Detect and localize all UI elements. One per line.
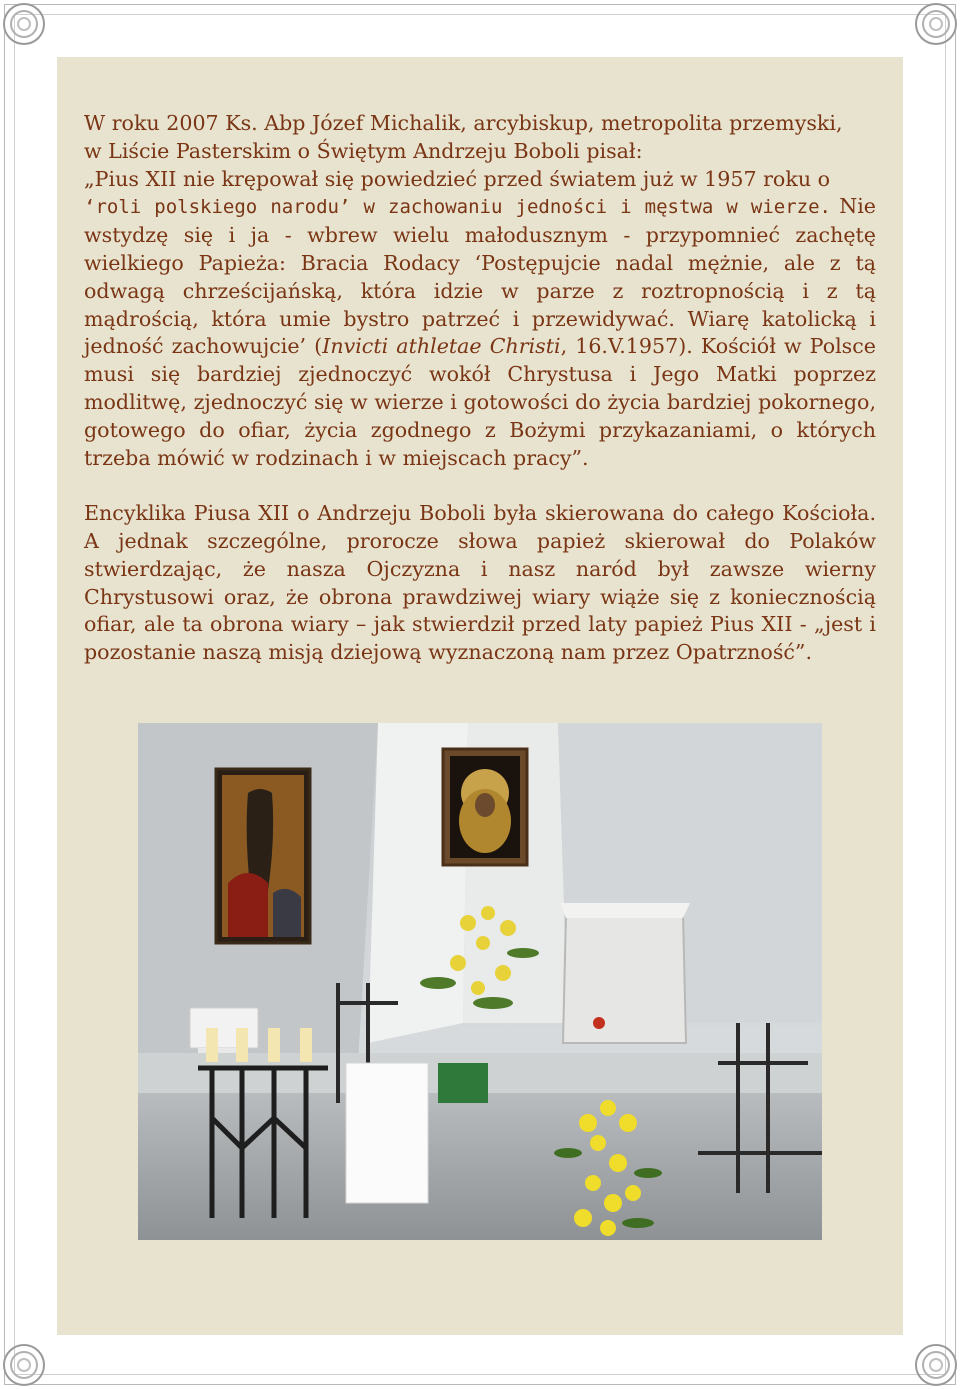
paragraph-encyclical: Encyklika Piusa XII o Andrzeju Boboli była skierowana do całego Kościoła. A jednak szczególne, prorocze słowa papież skierował do Polaków stwierdzając, że nasza Ojczyzna i nasz naród był zawsze wierny Chrystusowi oraz, że obrona prawdziwej wiary wiąże się z koniecznością ofiar, ale ta obrona wiary – jak stwierdził przed laty papież Pius XII - „jest i pozostanie naszą misją dziejową wyznaczoną nam przez Opatrzność”. bbox=[84, 501, 876, 665]
quote-body: Nie wstydzę się i ja - wbrew wielu małodusznym - przypomnieć zachętę wielkiego Papieża: Bracia Rodacy ‘Postępujcie nadal mężnie, ale z tą odwagą chrześcijańską, która idzie w parze z roztropnością i z tą mądrością, która umie bystro patrzeć i przewidywać. Wiarę katolicką i jedność zachowujcie’ ( bbox=[84, 194, 876, 359]
ornament-corner-icon bbox=[912, 1341, 960, 1389]
ornament-corner-icon bbox=[0, 0, 48, 48]
ornament-corner-icon bbox=[912, 0, 960, 48]
church-interior-photo bbox=[138, 723, 822, 1240]
paragraph-quote bbox=[84, 110, 876, 472]
encyclical-title: Invicti athletae Christi bbox=[322, 334, 561, 359]
line-role: ‘roli polskiego narodu’ w zachowaniu jedności i męstwa w wierze. bbox=[84, 196, 831, 219]
line-pius: „Pius XII nie krępował się powiedzieć przed światem już w 1957 roku o bbox=[84, 166, 831, 191]
article-text bbox=[84, 110, 876, 667]
line-letter: w Liście Pasterskim o Świętym Andrzeju Boboli pisał: bbox=[84, 138, 643, 163]
line-intro: W roku 2007 Ks. Abp Józef Michalik, arcybiskup, metropolita przemyski, bbox=[84, 111, 843, 135]
quote-end: , 16.V.1957). Kościół w Polsce musi się bardziej zjednoczyć wokół Chrystusa i Jego Matki poprzez modlitwę, zjednoczyć się w wierze i gotowości do życia bardziej pokornego, gotowego do ofiar, życia zgodnego z Bożymi przykazaniami, o których trzeba mówić w rodzinach i w miejscach pracy”. bbox=[84, 334, 876, 470]
ornament-corner-icon bbox=[0, 1341, 48, 1389]
